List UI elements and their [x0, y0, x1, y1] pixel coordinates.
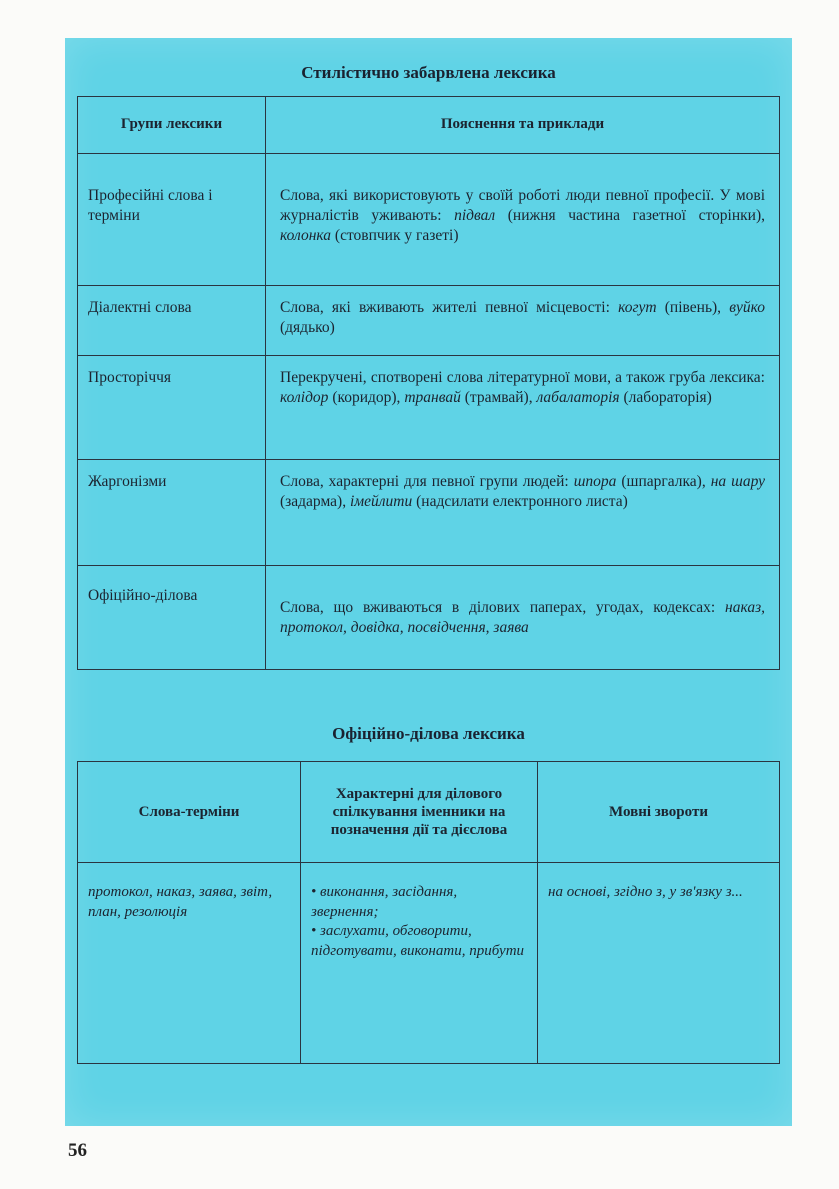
- terms-cell: протокол, наказ, заява, звіт, план, резолюція: [78, 863, 301, 1064]
- description-cell: [266, 154, 780, 286]
- table-row: [78, 566, 780, 670]
- gloss-text: (лабораторія): [619, 388, 712, 406]
- stylistic-lexicon-table: [77, 96, 780, 670]
- example-word: колідор: [280, 388, 329, 406]
- group-cell: Офіційно-ділова: [78, 566, 266, 670]
- description-cell: [266, 460, 780, 566]
- description-text: Слова, які вживають жителі певної місцевості:: [280, 299, 619, 316]
- header-nouns: Характерні для ділового спілкування іменники на позначення дії та дієслова: [301, 762, 538, 863]
- gloss-text: (задарма),: [280, 492, 350, 510]
- table-row: [78, 154, 780, 286]
- example-word: на шару: [710, 473, 765, 490]
- gloss-text: (шпаргалка),: [616, 473, 711, 490]
- page-number: 56: [68, 1140, 87, 1161]
- table-row: [78, 286, 780, 356]
- description-cell: [266, 566, 780, 670]
- example-word: імейлити: [349, 492, 413, 510]
- example-word: наказ, протокол, довідка, посвідчення, заява: [280, 599, 765, 636]
- description-cell: [266, 286, 780, 356]
- gloss-text: (надсилати електронного листа): [412, 492, 628, 510]
- table-header-row: [78, 762, 780, 863]
- gloss-text: (трамвай),: [460, 388, 537, 406]
- description-text: Слова, що вживаються в ділових паперах, угодах, кодексах:: [280, 599, 726, 616]
- description-text: Перекручені, спотворені слова літературної мови, а також груба лексика:: [280, 369, 765, 386]
- nouns-cell: [301, 863, 538, 1064]
- example-word: когут: [618, 299, 657, 316]
- gloss-text: (дядько): [280, 318, 335, 336]
- content-panel: [65, 38, 792, 1126]
- group-cell: Діалектні слова: [78, 286, 266, 356]
- example-word: вуйко: [729, 299, 765, 316]
- example-word: транвай: [404, 388, 461, 406]
- table-row: [78, 460, 780, 566]
- example-word: колонка: [280, 226, 332, 244]
- gloss-text: (півень),: [656, 299, 730, 316]
- phrases-cell: на основі, згідно з, у зв'язку з...: [538, 863, 780, 1064]
- example-word: шпора: [573, 473, 617, 490]
- description-text: Слова, характерні для певної групи людей:: [280, 473, 574, 490]
- gloss-text: (нижня частина газетної сторінки),: [495, 206, 765, 224]
- group-cell: Просторіччя: [78, 356, 266, 460]
- description-cell: [266, 356, 780, 460]
- table-header-row: [78, 97, 780, 154]
- header-phrases: Мовні звороти: [538, 762, 780, 863]
- table-row: [78, 356, 780, 460]
- section2-title: Офіційно-ділова лексика: [332, 724, 525, 743]
- header-groups: Групи лексики: [78, 97, 266, 154]
- description-text: Слова, які використовують у своїй роботі люди певної професії. У мові журналістів уживають:: [280, 187, 765, 224]
- gloss-text: (стовпчик у газеті): [331, 226, 459, 244]
- group-cell: Жаргонізми: [78, 460, 266, 566]
- group-cell: Професійні слова і терміни: [78, 154, 266, 286]
- header-terms: Слова-терміни: [78, 762, 301, 863]
- table-row: [78, 863, 780, 1064]
- section1-title: Стилістично забарвлена лексика: [301, 63, 556, 82]
- header-explain: Пояснення та приклади: [266, 97, 780, 154]
- verbs-bullet: • заслухати, обговорити, підготувати, виконати, прибути: [311, 923, 525, 959]
- gloss-text: (коридор),: [328, 388, 405, 406]
- nouns-bullet: • виконання, засідання, звернення;: [311, 884, 458, 920]
- example-word: лабалаторія: [536, 388, 620, 406]
- example-word: підвал: [454, 206, 496, 224]
- official-lexicon-table: [77, 761, 780, 1064]
